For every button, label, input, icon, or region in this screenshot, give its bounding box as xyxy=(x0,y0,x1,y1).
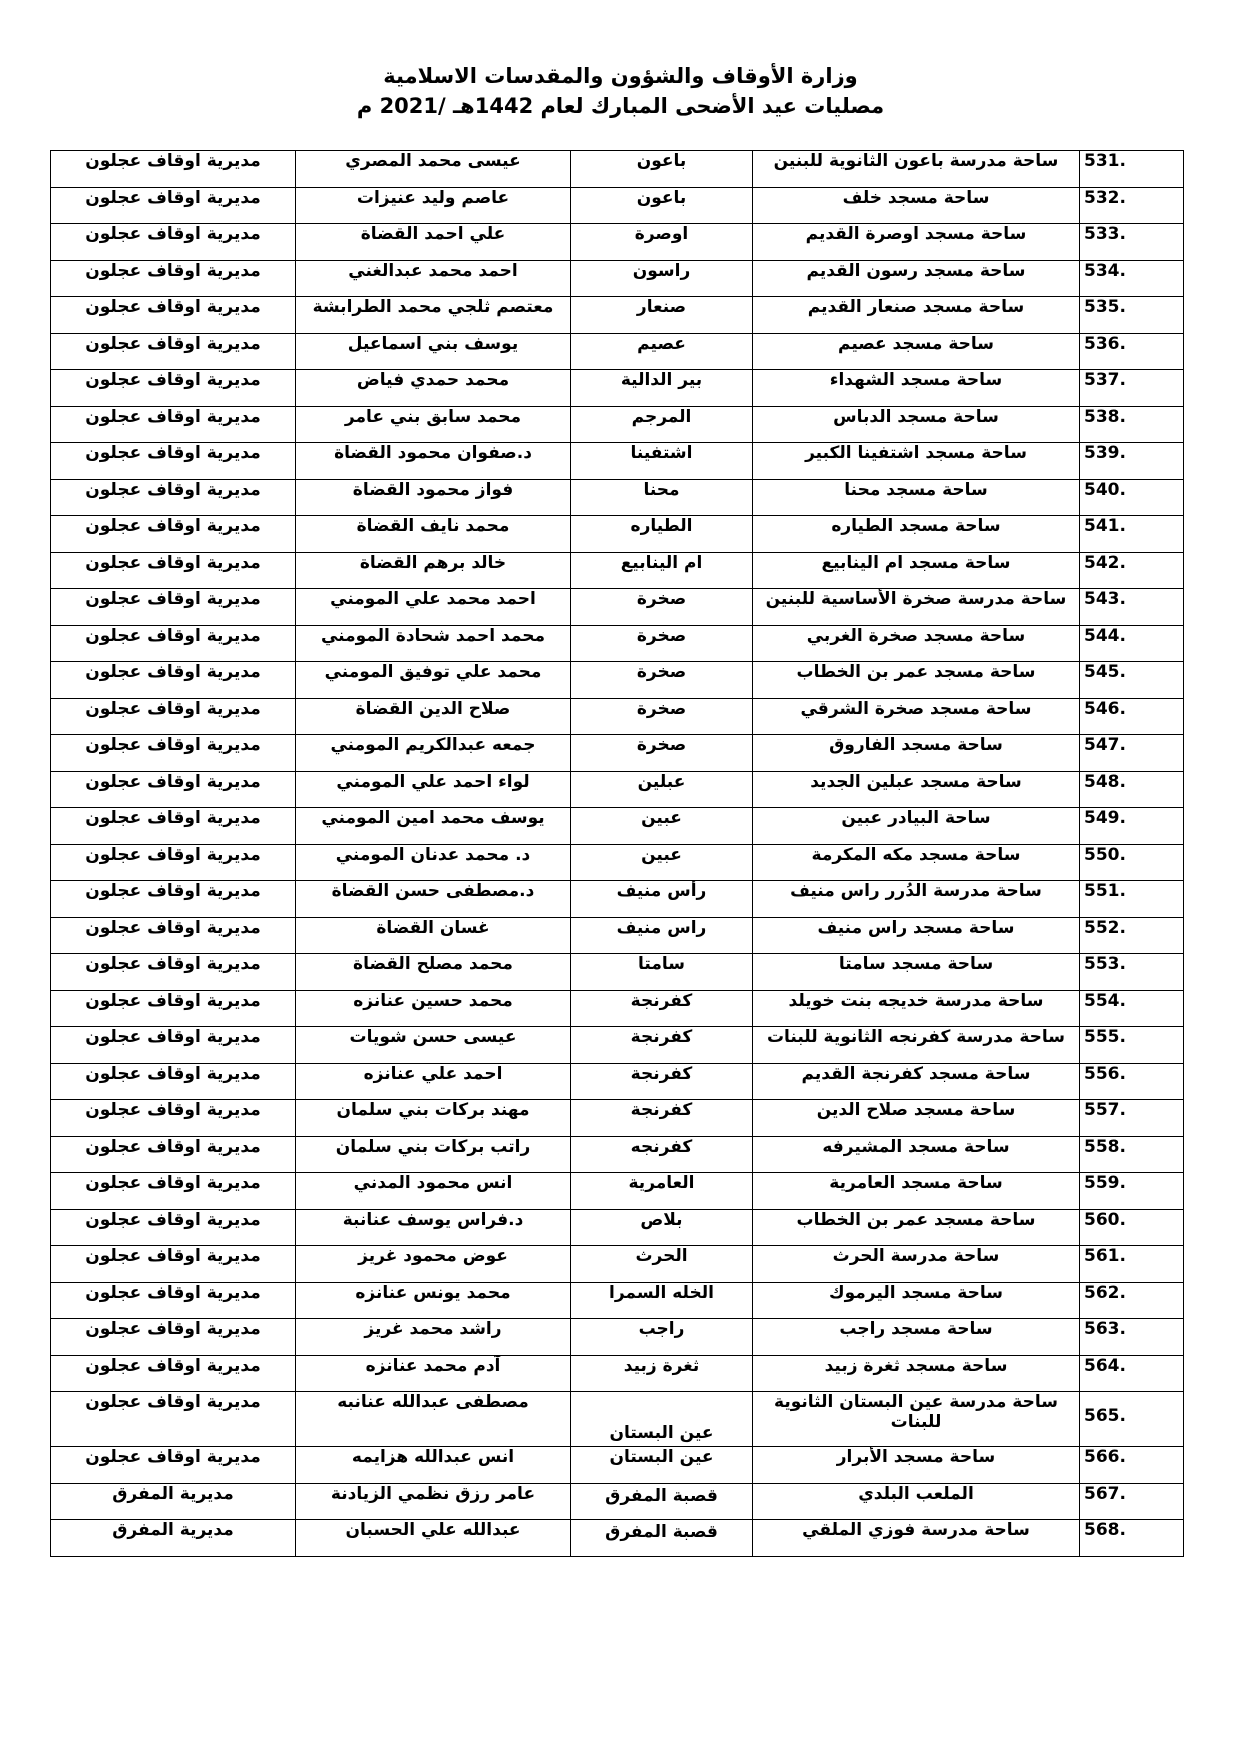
row-number: 538. xyxy=(1080,406,1184,443)
imam-name: محمد مصلح القضاة xyxy=(296,954,571,991)
imam-name: محمد يونس عنانزه xyxy=(296,1282,571,1319)
row-number: 560. xyxy=(1080,1209,1184,1246)
directorate-name: مديرية اوقاف عجلون xyxy=(51,881,296,918)
area-name: قصبة المفرق xyxy=(571,1483,753,1520)
prayer-location: ساحة مسجد المشيرفه xyxy=(753,1136,1080,1173)
table-row xyxy=(51,1136,1184,1173)
table-row xyxy=(51,1392,1184,1447)
prayer-location: ساحة مسجد ام الينابيع xyxy=(753,552,1080,589)
ministry-title: وزارة الأوقاف والشؤون والمقدسات الاسلامية xyxy=(383,64,858,88)
table-row xyxy=(51,516,1184,553)
imam-name: محمد حسين عنانزه xyxy=(296,990,571,1027)
area-name: محنا xyxy=(571,479,753,516)
imam-name: غسان القضاة xyxy=(296,917,571,954)
prayer-location: ساحة مسجد سامتا xyxy=(753,954,1080,991)
prayer-location: ساحة مسجد اشتفينا الكبير xyxy=(753,443,1080,480)
imam-name: صلاح الدين القضاة xyxy=(296,698,571,735)
prayer-location: ساحة مسجد الدباس xyxy=(753,406,1080,443)
prayer-location: ساحة مسجد عبلين الجديد xyxy=(753,771,1080,808)
row-number: 550. xyxy=(1080,844,1184,881)
prayer-location: ساحة مسجد الأبرار xyxy=(753,1447,1080,1484)
prayer-location: ساحة مسجد مكه المكرمة xyxy=(753,844,1080,881)
area-name: رأس منيف xyxy=(571,881,753,918)
row-number: 561. xyxy=(1080,1246,1184,1283)
row-number: 539. xyxy=(1080,443,1184,480)
row-number: 531. xyxy=(1080,151,1184,188)
prayer-location: ساحة مسجد الفاروق xyxy=(753,735,1080,772)
imam-name: احمد علي عنانزه xyxy=(296,1063,571,1100)
table-row xyxy=(51,1246,1184,1283)
prayer-grounds-table xyxy=(50,150,1184,1557)
prayer-location: ساحة مدرسة باعون الثانوية للبنين xyxy=(753,151,1080,188)
row-number: 540. xyxy=(1080,479,1184,516)
table-row xyxy=(51,735,1184,772)
area-name: صخرة xyxy=(571,662,753,699)
prayer-location: ساحة مدرسة كفرنجه الثانوية للبنات xyxy=(753,1027,1080,1064)
directorate-name: مديرية اوقاف عجلون xyxy=(51,954,296,991)
imam-name: مهند بركات بني سلمان xyxy=(296,1100,571,1137)
table-row xyxy=(51,370,1184,407)
prayer-location: ساحة مسجد خلف xyxy=(753,187,1080,224)
directorate-name: مديرية اوقاف عجلون xyxy=(51,735,296,772)
table-row xyxy=(51,224,1184,261)
table-row xyxy=(51,333,1184,370)
directorate-name: مديرية اوقاف عجلون xyxy=(51,370,296,407)
area-name: كفرنجه xyxy=(571,1136,753,1173)
imam-name: احمد محمد علي المومني xyxy=(296,589,571,626)
area-name: ام الينابيع xyxy=(571,552,753,589)
area-name: باعون xyxy=(571,151,753,188)
imam-name: يوسف محمد امين المومني xyxy=(296,808,571,845)
row-number: 548. xyxy=(1080,771,1184,808)
area-name: عبين xyxy=(571,844,753,881)
imam-name: عيسى محمد المصري xyxy=(296,151,571,188)
prayer-location: ساحة مدرسة الحرث xyxy=(753,1246,1080,1283)
table-row xyxy=(51,808,1184,845)
imam-name: محمد احمد شحادة المومني xyxy=(296,625,571,662)
table-row xyxy=(51,881,1184,918)
directorate-name: مديرية اوقاف عجلون xyxy=(51,589,296,626)
area-name: الحرث xyxy=(571,1246,753,1283)
directorate-name: مديرية اوقاف عجلون xyxy=(51,1136,296,1173)
prayer-location: ساحة مسجد اليرموك xyxy=(753,1282,1080,1319)
table-row xyxy=(51,1027,1184,1064)
prayer-location: ساحة مدرسة فوزي الملقي xyxy=(753,1520,1080,1557)
directorate-name: مديرية اوقاف عجلون xyxy=(51,333,296,370)
imam-name: انس محمود المدني xyxy=(296,1173,571,1210)
directorate-name: مديرية اوقاف عجلون xyxy=(51,1209,296,1246)
table-row xyxy=(51,1447,1184,1484)
directorate-name: مديرية اوقاف عجلون xyxy=(51,552,296,589)
row-number: 533. xyxy=(1080,224,1184,261)
imam-name: د. محمد عدنان المومني xyxy=(296,844,571,881)
directorate-name: مديرية اوقاف عجلون xyxy=(51,808,296,845)
imam-name: محمد سابق بني عامر xyxy=(296,406,571,443)
row-number: 555. xyxy=(1080,1027,1184,1064)
row-number: 535. xyxy=(1080,297,1184,334)
table-row xyxy=(51,1319,1184,1356)
row-number: 537. xyxy=(1080,370,1184,407)
area-name: بلاص xyxy=(571,1209,753,1246)
row-number: 565. xyxy=(1080,1392,1184,1447)
prayer-location: ساحة مسجد ثغرة زبيد xyxy=(753,1355,1080,1392)
prayer-location: ساحة مسجد عمر بن الخطاب xyxy=(753,1209,1080,1246)
area-name: المرجم xyxy=(571,406,753,443)
table-row xyxy=(51,1100,1184,1137)
row-number: 547. xyxy=(1080,735,1184,772)
area-name: صخرة xyxy=(571,589,753,626)
prayer-location: ساحة مسجد الشهداء xyxy=(753,370,1080,407)
imam-name: فواز محمود القضاة xyxy=(296,479,571,516)
directorate-name: مديرية اوقاف عجلون xyxy=(51,1392,296,1447)
row-number: 551. xyxy=(1080,881,1184,918)
directorate-name: مديرية اوقاف عجلون xyxy=(51,771,296,808)
imam-name: راتب بركات بني سلمان xyxy=(296,1136,571,1173)
area-name: عبين xyxy=(571,808,753,845)
imam-name: د.مصطفى حسن القضاة xyxy=(296,881,571,918)
row-number: 566. xyxy=(1080,1447,1184,1484)
area-name: صخرة xyxy=(571,698,753,735)
row-number: 558. xyxy=(1080,1136,1184,1173)
row-number: 536. xyxy=(1080,333,1184,370)
directorate-name: مديرية اوقاف عجلون xyxy=(51,297,296,334)
prayer-location: ساحة مسجد كفرنجة القديم xyxy=(753,1063,1080,1100)
prayer-location: ساحة مدرسة صخرة الأساسية للبنين xyxy=(753,589,1080,626)
imam-name: خالد برهم القضاة xyxy=(296,552,571,589)
directorate-name: مديرية المفرق xyxy=(51,1483,296,1520)
table-row xyxy=(51,260,1184,297)
area-name: عبلين xyxy=(571,771,753,808)
prayer-location: ساحة مدرسة الدُرر راس منيف xyxy=(753,881,1080,918)
prayer-location: الملعب البلدي xyxy=(753,1483,1080,1520)
directorate-name: مديرية اوقاف عجلون xyxy=(51,479,296,516)
document-subtitle: مصليات عيد الأضحى المبارك لعام 1442هـ /2021 م xyxy=(356,94,885,118)
area-name: عصيم xyxy=(571,333,753,370)
prayer-location: ساحة مسجد صخرة الغربي xyxy=(753,625,1080,662)
prayer-location: ساحة مسجد صنعار القديم xyxy=(753,297,1080,334)
table-row xyxy=(51,771,1184,808)
directorate-name: مديرية اوقاف عجلون xyxy=(51,1027,296,1064)
imam-name: علي احمد القضاة xyxy=(296,224,571,261)
table-row xyxy=(51,1355,1184,1392)
imam-name: عبدالله علي الحسبان xyxy=(296,1520,571,1557)
imam-name: د.صفوان محمود القضاة xyxy=(296,443,571,480)
table-row xyxy=(51,917,1184,954)
area-name: عين البستان xyxy=(571,1392,753,1447)
directorate-name: مديرية اوقاف عجلون xyxy=(51,698,296,735)
table-row xyxy=(51,443,1184,480)
imam-name: محمد نايف القضاة xyxy=(296,516,571,553)
row-number: 563. xyxy=(1080,1319,1184,1356)
imam-name: مصطفى عبدالله عنانبه xyxy=(296,1392,571,1447)
imam-name: عاصم وليد عنيزات xyxy=(296,187,571,224)
area-name: ثغرة زبيد xyxy=(571,1355,753,1392)
table-row xyxy=(51,1173,1184,1210)
row-number: 543. xyxy=(1080,589,1184,626)
area-name: كفرنجة xyxy=(571,1063,753,1100)
row-number: 532. xyxy=(1080,187,1184,224)
directorate-name: مديرية اوقاف عجلون xyxy=(51,1355,296,1392)
row-number: 549. xyxy=(1080,808,1184,845)
table-row xyxy=(51,1282,1184,1319)
directorate-name: مديرية اوقاف عجلون xyxy=(51,443,296,480)
area-name: صنعار xyxy=(571,297,753,334)
imam-name: جمعه عبدالكريم المومني xyxy=(296,735,571,772)
table-row xyxy=(51,1483,1184,1520)
imam-name: محمد حمدي فياض xyxy=(296,370,571,407)
directorate-name: مديرية اوقاف عجلون xyxy=(51,224,296,261)
directorate-name: مديرية المفرق xyxy=(51,1520,296,1557)
row-number: 534. xyxy=(1080,260,1184,297)
table-row xyxy=(51,479,1184,516)
area-name: باعون xyxy=(571,187,753,224)
prayer-location: ساحة مسجد العامرية xyxy=(753,1173,1080,1210)
directorate-name: مديرية اوقاف عجلون xyxy=(51,917,296,954)
table-row xyxy=(51,1209,1184,1246)
directorate-name: مديرية اوقاف عجلون xyxy=(51,406,296,443)
table-row xyxy=(51,662,1184,699)
row-number: 546. xyxy=(1080,698,1184,735)
prayer-location: ساحة مسجد اوصرة القديم xyxy=(753,224,1080,261)
imam-name: معتصم ثلجي محمد الطرابشة xyxy=(296,297,571,334)
imam-name: عيسى حسن شويات xyxy=(296,1027,571,1064)
prayer-location: ساحة مسجد رسون القديم xyxy=(753,260,1080,297)
imam-name: لواء احمد علي المومني xyxy=(296,771,571,808)
table-row xyxy=(51,990,1184,1027)
imam-name: احمد محمد عبدالغني xyxy=(296,260,571,297)
row-number: 567. xyxy=(1080,1483,1184,1520)
row-number: 564. xyxy=(1080,1355,1184,1392)
directorate-name: مديرية اوقاف عجلون xyxy=(51,990,296,1027)
prayer-location: ساحة مسجد راس منيف xyxy=(753,917,1080,954)
directorate-name: مديرية اوقاف عجلون xyxy=(51,187,296,224)
prayer-location: ساحة مدرسة خديجه بنت خويلد xyxy=(753,990,1080,1027)
table-row xyxy=(51,954,1184,991)
area-name: راجب xyxy=(571,1319,753,1356)
row-number: 553. xyxy=(1080,954,1184,991)
table-row xyxy=(51,187,1184,224)
area-name: كفرنجة xyxy=(571,990,753,1027)
area-name: سامتا xyxy=(571,954,753,991)
prayer-location: ساحة مسجد راجب xyxy=(753,1319,1080,1356)
table-row xyxy=(51,1520,1184,1557)
area-name: صخرة xyxy=(571,625,753,662)
prayer-location: ساحة البيادر عبين xyxy=(753,808,1080,845)
table-row xyxy=(51,406,1184,443)
area-name: بير الدالية xyxy=(571,370,753,407)
prayer-location: ساحة مسجد عصيم xyxy=(753,333,1080,370)
directorate-name: مديرية اوقاف عجلون xyxy=(51,1319,296,1356)
imam-name: د.فراس يوسف عنانبة xyxy=(296,1209,571,1246)
table-row xyxy=(51,151,1184,188)
prayer-location: ساحة مسجد الطياره xyxy=(753,516,1080,553)
area-name: كفرنجة xyxy=(571,1100,753,1137)
table-row xyxy=(51,625,1184,662)
imam-name: عامر رزق نظمي الزيادنة xyxy=(296,1483,571,1520)
prayer-location: ساحة مسجد صلاح الدين xyxy=(753,1100,1080,1137)
directorate-name: مديرية اوقاف عجلون xyxy=(51,151,296,188)
area-name: اوصرة xyxy=(571,224,753,261)
row-number: 559. xyxy=(1080,1173,1184,1210)
directorate-name: مديرية اوقاف عجلون xyxy=(51,516,296,553)
directorate-name: مديرية اوقاف عجلون xyxy=(51,1246,296,1283)
table-row xyxy=(51,589,1184,626)
directorate-name: مديرية اوقاف عجلون xyxy=(51,662,296,699)
area-name: اشتفينا xyxy=(571,443,753,480)
prayer-location: ساحة مسجد محنا xyxy=(753,479,1080,516)
directorate-name: مديرية اوقاف عجلون xyxy=(51,625,296,662)
table-row xyxy=(51,552,1184,589)
directorate-name: مديرية اوقاف عجلون xyxy=(51,260,296,297)
imam-name: آدم محمد عنانزه xyxy=(296,1355,571,1392)
directorate-name: مديرية اوقاف عجلون xyxy=(51,1447,296,1484)
area-name: راس منيف xyxy=(571,917,753,954)
prayer-location: ساحة مدرسة عين البستان الثانوية للبنات xyxy=(753,1392,1080,1447)
table-row xyxy=(51,1063,1184,1100)
directorate-name: مديرية اوقاف عجلون xyxy=(51,1173,296,1210)
imam-name: انس عبدالله هزايمه xyxy=(296,1447,571,1484)
area-name: صخرة xyxy=(571,735,753,772)
area-name: قصبة المفرق xyxy=(571,1520,753,1557)
row-number: 545. xyxy=(1080,662,1184,699)
prayer-location: ساحة مسجد صخرة الشرقي xyxy=(753,698,1080,735)
imam-name: يوسف بني اسماعيل xyxy=(296,333,571,370)
row-number: 556. xyxy=(1080,1063,1184,1100)
row-number: 557. xyxy=(1080,1100,1184,1137)
area-name: الخله السمرا xyxy=(571,1282,753,1319)
area-name: راسون xyxy=(571,260,753,297)
imam-name: راشد محمد غريز xyxy=(296,1319,571,1356)
prayer-location: ساحة مسجد عمر بن الخطاب xyxy=(753,662,1080,699)
area-name: كفرنجة xyxy=(571,1027,753,1064)
table-row xyxy=(51,297,1184,334)
table-row xyxy=(51,844,1184,881)
imam-name: محمد علي توفيق المومني xyxy=(296,662,571,699)
directorate-name: مديرية اوقاف عجلون xyxy=(51,1282,296,1319)
row-number: 541. xyxy=(1080,516,1184,553)
row-number: 568. xyxy=(1080,1520,1184,1557)
area-name: عين البستان xyxy=(571,1447,753,1484)
table-row xyxy=(51,698,1184,735)
area-name: العامرية xyxy=(571,1173,753,1210)
directorate-name: مديرية اوقاف عجلون xyxy=(51,844,296,881)
row-number: 544. xyxy=(1080,625,1184,662)
imam-name: عوض محمود غريز xyxy=(296,1246,571,1283)
row-number: 552. xyxy=(1080,917,1184,954)
area-name: الطياره xyxy=(571,516,753,553)
directorate-name: مديرية اوقاف عجلون xyxy=(51,1100,296,1137)
row-number: 542. xyxy=(1080,552,1184,589)
directorate-name: مديرية اوقاف عجلون xyxy=(51,1063,296,1100)
row-number: 554. xyxy=(1080,990,1184,1027)
row-number: 562. xyxy=(1080,1282,1184,1319)
